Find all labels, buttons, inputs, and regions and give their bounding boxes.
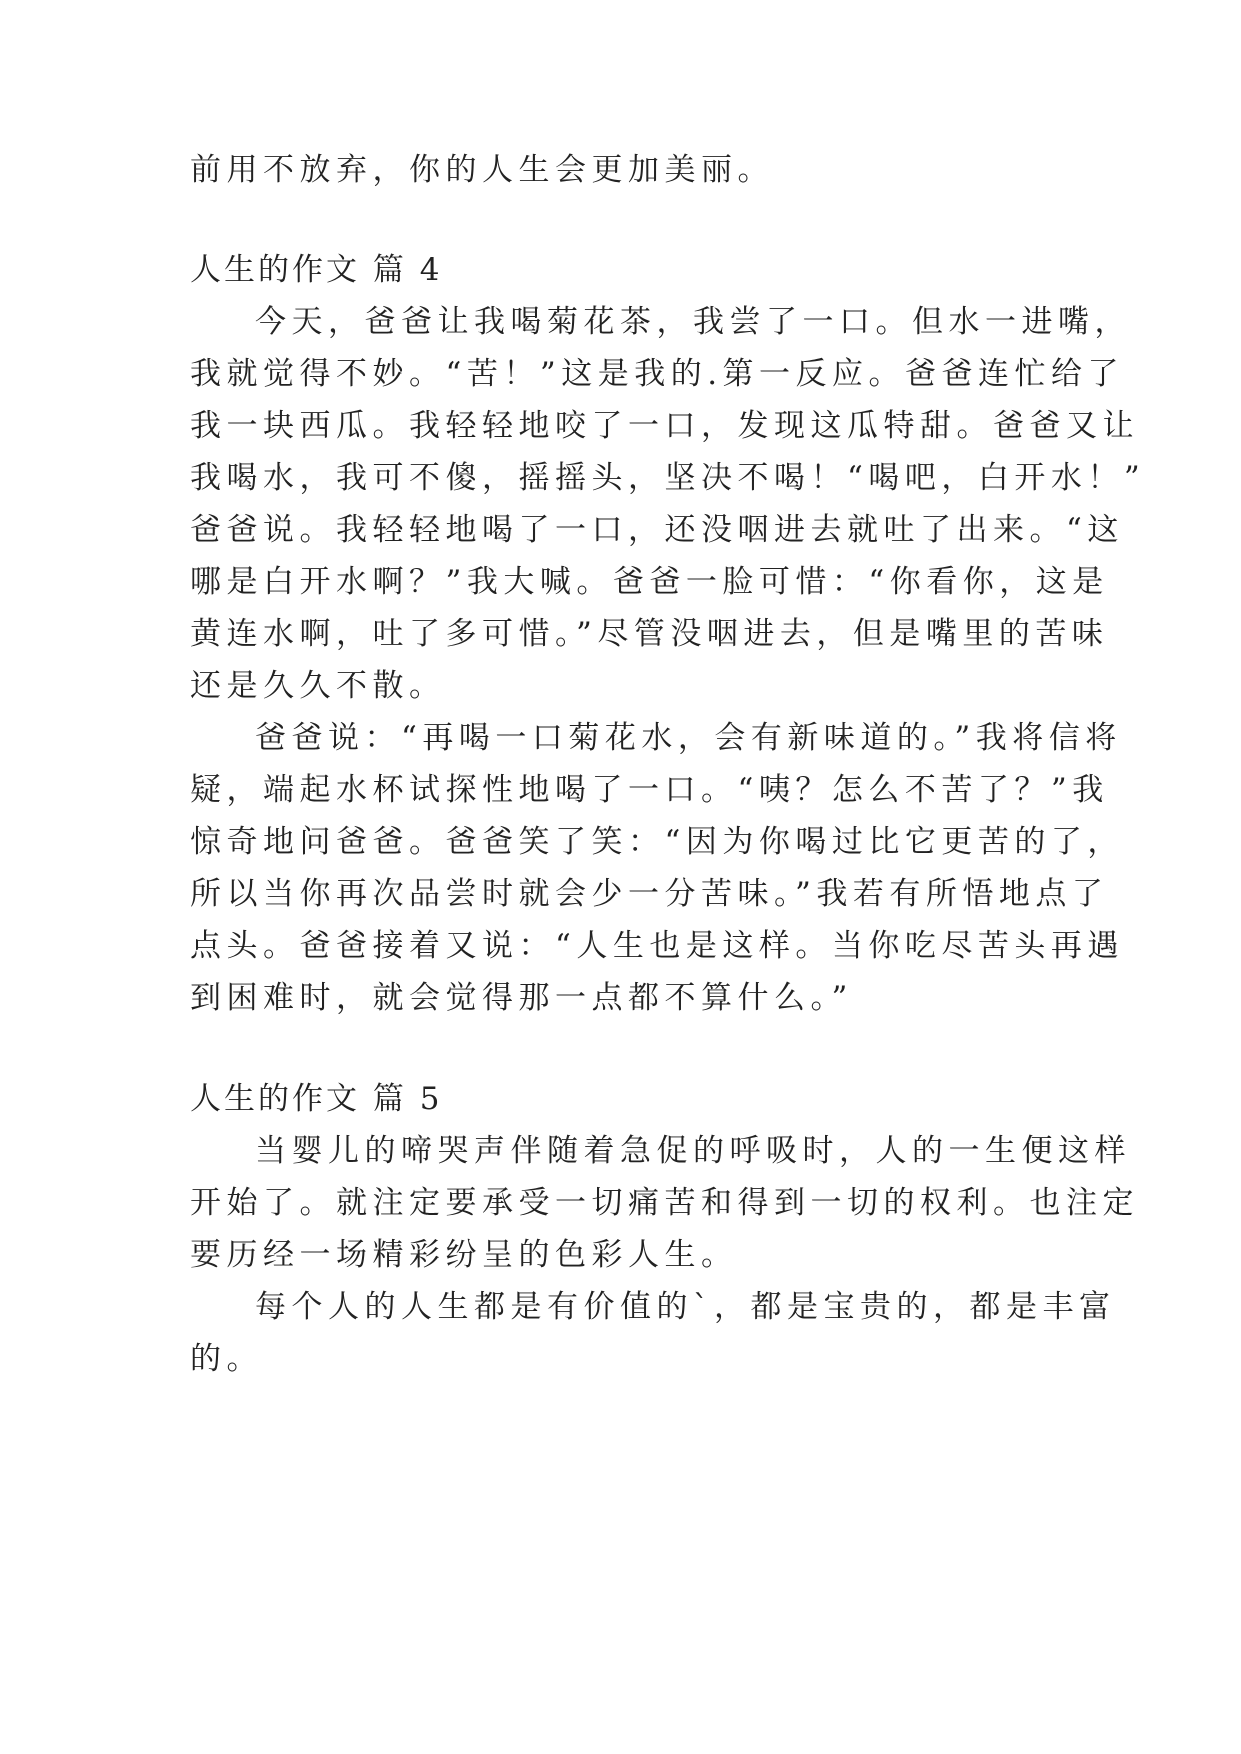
paragraph-line: 还是久久不散。 xyxy=(190,668,446,704)
paragraph-line: 要历经一场精彩纷呈的色彩人生。 xyxy=(190,1237,738,1273)
paragraph-line: 惊奇地问爸爸。爸爸笑了笑：“因为你喝过比它更苦的了， xyxy=(190,824,1124,860)
paragraph-line: 当婴儿的啼哭声伴随着急促的呼吸时，人的一生便这样 xyxy=(255,1133,1131,1169)
paragraph-line: 我就觉得不妙。“苦！”这是我的.第一反应。爸爸连忙给了 xyxy=(190,356,1125,392)
paragraph-line: 的。 xyxy=(190,1341,263,1377)
section-heading: 人生的作文 篇 5 xyxy=(190,1081,443,1117)
paragraph-line: 点头。爸爸接着又说：“人生也是这样。当你吃尽苦头再遇 xyxy=(190,928,1124,964)
paragraph-line: 今天，爸爸让我喝菊花茶，我尝了一口。但水一进嘴， xyxy=(255,304,1131,340)
paragraph-line: 到困难时，就会觉得那一点都不算什么。” xyxy=(190,980,853,1016)
paragraph-line: 哪是白开水啊？”我大喊。爸爸一脸可惜：“你看你，这是 xyxy=(190,564,1109,600)
paragraph-line: 黄连水啊，吐了多可惜。”尽管没咽进去，但是嘴里的苦味 xyxy=(190,616,1109,652)
paragraph-line: 爸爸说。我轻轻地喝了一口，还没咽进去就吐了出来。“这 xyxy=(190,512,1124,548)
paragraph-line: 我一块西瓜。我轻轻地咬了一口，发现这瓜特甜。爸爸又让 xyxy=(190,408,1139,444)
paragraph-line: 疑，端起水杯试探性地喝了一口。“咦？怎么不苦了？”我 xyxy=(190,772,1109,808)
paragraph-line: 所以当你再次品尝时就会少一分苦味。”我若有所悟地点了 xyxy=(190,876,1109,912)
section-heading: 人生的作文 篇 4 xyxy=(190,252,443,288)
paragraph-line: 每个人的人生都是有价值的`，都是宝贵的，都是丰富 xyxy=(255,1289,1116,1325)
paragraph-line: 前用不放弃，你的人生会更加美丽。 xyxy=(190,152,774,188)
paragraph-line: 我喝水，我可不傻，摇摇头，坚决不喝！“喝吧，白开水！” xyxy=(190,460,1146,496)
paragraph-line: 爸爸说：“再喝一口菊花水，会有新味道的。”我将信将 xyxy=(255,720,1122,756)
paragraph-line: 开始了。就注定要承受一切痛苦和得到一切的权利。也注定 xyxy=(190,1185,1139,1221)
